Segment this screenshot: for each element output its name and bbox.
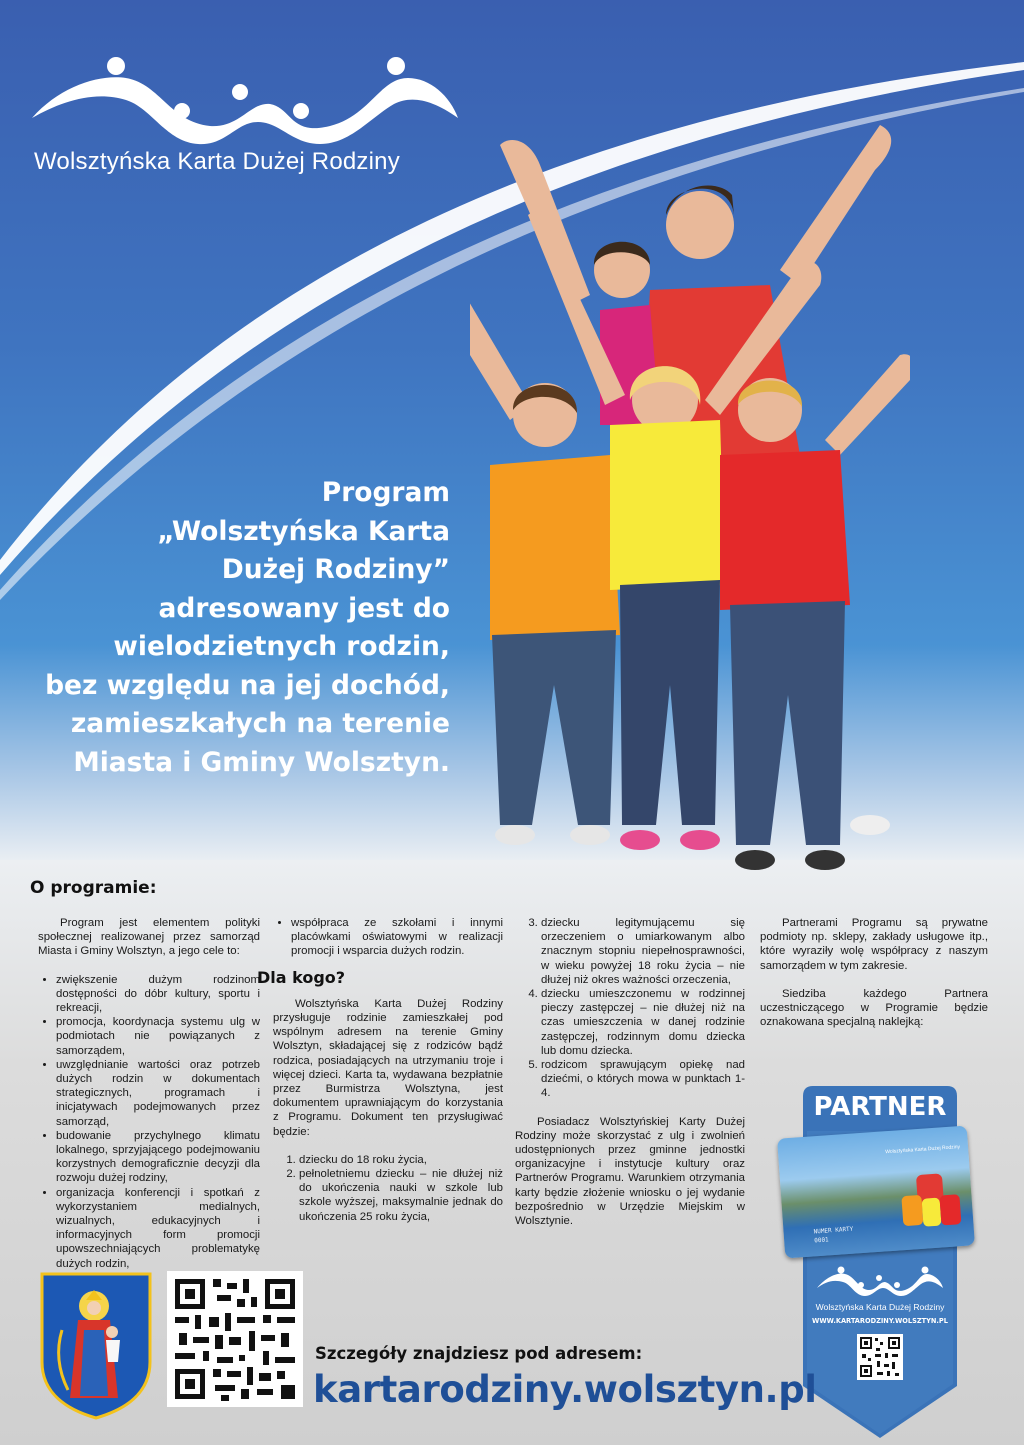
sticker-program-name: Wolsztyńska Karta Dużej Rodziny — [815, 1302, 945, 1312]
family-figures-logo-icon — [30, 56, 460, 148]
list-item: 2. pełnoletniemu dziecku – nie dłużej niż do ukończenia nauki w szkole lub szkole wyższej, maksymalnie jednak do ukończenia 25 roku życia, — [299, 1167, 503, 1224]
headline-line: adresowany jest do — [158, 592, 450, 624]
headline-line: bez względu na jej dochód, — [45, 669, 450, 701]
headline-line: zamieszkałych na terenie — [70, 708, 450, 739]
list-item: 3. dziecku legitymującemu się orzeczeniem o umiarkowanym albo znacznym stopniu niepełnosprawności, w wieku powyżej 18 roku życia – nie dłużej niż okres ważności orzeczenia, — [541, 916, 745, 987]
sticker-url: WWW.KARTARODZINY.WOLSZTYN.PL — [812, 1317, 948, 1325]
wolsztyn-coat-of-arms-icon — [38, 1270, 154, 1420]
goals-list — [38, 973, 260, 1271]
partners-text: Partnerami Programu są prywatne podmioty np. sklepy, zakłady usługowe itp., które wyraziły wolę współpracy z naszym samorządem w tym zakresie. — [760, 917, 988, 972]
partner-label: PARTNER — [813, 1092, 947, 1122]
list-item: • współpraca ze szkołami i innymi placówkami oświatowymi w realizacji promocji i wsparcia dużych rodzin. — [291, 916, 503, 959]
who-title: Dla kogo? — [257, 967, 346, 987]
list-item: • promocja, koordynacja systemu ulg w podmiotach nie powiązanych z samorządem, — [56, 1015, 260, 1058]
list-item: 4. dziecku umieszczonemu w rodzinnej pieczy zastępczej – nie dłużej niż na czas umieszczenia w danej rodzinie zastępczej, rodzinnym domu dziecka lub domu dziecka. — [541, 987, 745, 1058]
card-number: 0001 — [814, 1236, 829, 1245]
eligibility-list — [273, 1153, 503, 1224]
list-item: • budowanie przychylnego klimatu lokalnego, sprzyjającego podejmowaniu korzystnych demograficznie decyzji dla rozwoju dużej rodziny, — [56, 1129, 260, 1186]
about-column-2 — [257, 916, 503, 1224]
headline-line: wielodzietnych rodzin, — [113, 631, 450, 662]
website-link[interactable]: kartarodziny.wolsztyn.pl — [313, 1368, 817, 1411]
headline-line: Program — [321, 477, 450, 508]
partners-column-4 — [760, 916, 988, 1029]
headline-line: Miasta i Gminy Wolsztyn. — [73, 746, 450, 778]
list-item: • zwiększenie dużym rodzinom dostępności do dóbr kultury, sportu i rekreacji, — [56, 973, 260, 1016]
sticker-logo-icon — [815, 1266, 945, 1298]
sticker-qr-icon — [857, 1334, 903, 1380]
headline-line: „Wolsztyńska Karta — [157, 515, 450, 547]
family-card-image — [777, 1126, 975, 1259]
partner-sticker — [803, 1086, 961, 1440]
about-title: O programie: — [30, 878, 157, 898]
card-number-label: NUMER KARTY — [813, 1225, 854, 1236]
headline-line: Dużej Rodziny” — [221, 554, 450, 585]
qr-code-icon — [167, 1271, 303, 1407]
program-headline — [10, 474, 450, 782]
list-item: • organizacja konferencji i spotkań z wykorzystaniem medialnych, wizualnych, edukacyjnych i informacyjnych form promocji upowszechniających problematykę dużych rodzin, — [56, 1186, 260, 1271]
about-intro: Program jest elementem polityki społecznej realizowanej przez samorząd Miasta i Gminy Wolsztyn, a jego cele to: — [38, 917, 260, 958]
eligibility-list-continued — [515, 916, 745, 1101]
family-photo — [470, 125, 910, 895]
who-column-3 — [515, 916, 745, 1228]
about-column-1 — [38, 916, 260, 1271]
list-item: • uwzględnianie wartości oraz potrzeb dużych rodzin w dokumentach strategicznych, programach i inicjatywach podejmowanych przez samorząd, — [56, 1058, 260, 1129]
sticker-text: Siedziba każdego Partnera uczestniczącego w Programie będzie oznakowana specjalną naklejką: — [760, 987, 988, 1029]
details-label: Szczegóły znajdziesz pod adresem: — [315, 1344, 643, 1363]
brand-title: Wolsztyńska Karta Dużej Rodziny — [34, 148, 400, 175]
holder-text: Posiadacz Wolsztyńskiej Karty Dużej Rodziny może skorzystać z ulg i zwolnień udostępnionych przez gminne jednostki organizacyjne i instytucje kultury oraz Partnerów Programu. Warunkiem otrzymania karty będzie złożenie wniosku o jej wydanie bezpośrednio w Urzędzie Miejskim w Wolsztynie. — [515, 1115, 745, 1228]
list-item: 1. dziecku do 18 roku życia, — [299, 1153, 503, 1167]
list-item: 5. rodzicom sprawującym opiekę nad dziećmi, o których mowa w punktach 1-4. — [541, 1058, 745, 1101]
card-title: Wolsztyńska Karta Dużej Rodziny — [885, 1144, 961, 1156]
goals-list-continued — [273, 916, 503, 959]
who-intro: Wolsztyńska Karta Dużej Rodziny przysługuje rodzinie zamieszkałej pod wspólnym adresem na terenie Gminy Wolsztyn, składającej się z rodziców bądź rodzica, posiadających na utrzymaniu troje i więcej dzieci. Karta ta, wydawana bezpłatnie przez Burmistrza Wolsztyna, jest dokumentem uprawniającym do korzystania z Programu. Dokument ten przysługiwać będzie: — [273, 997, 503, 1138]
card-family-figures — [898, 1166, 964, 1236]
